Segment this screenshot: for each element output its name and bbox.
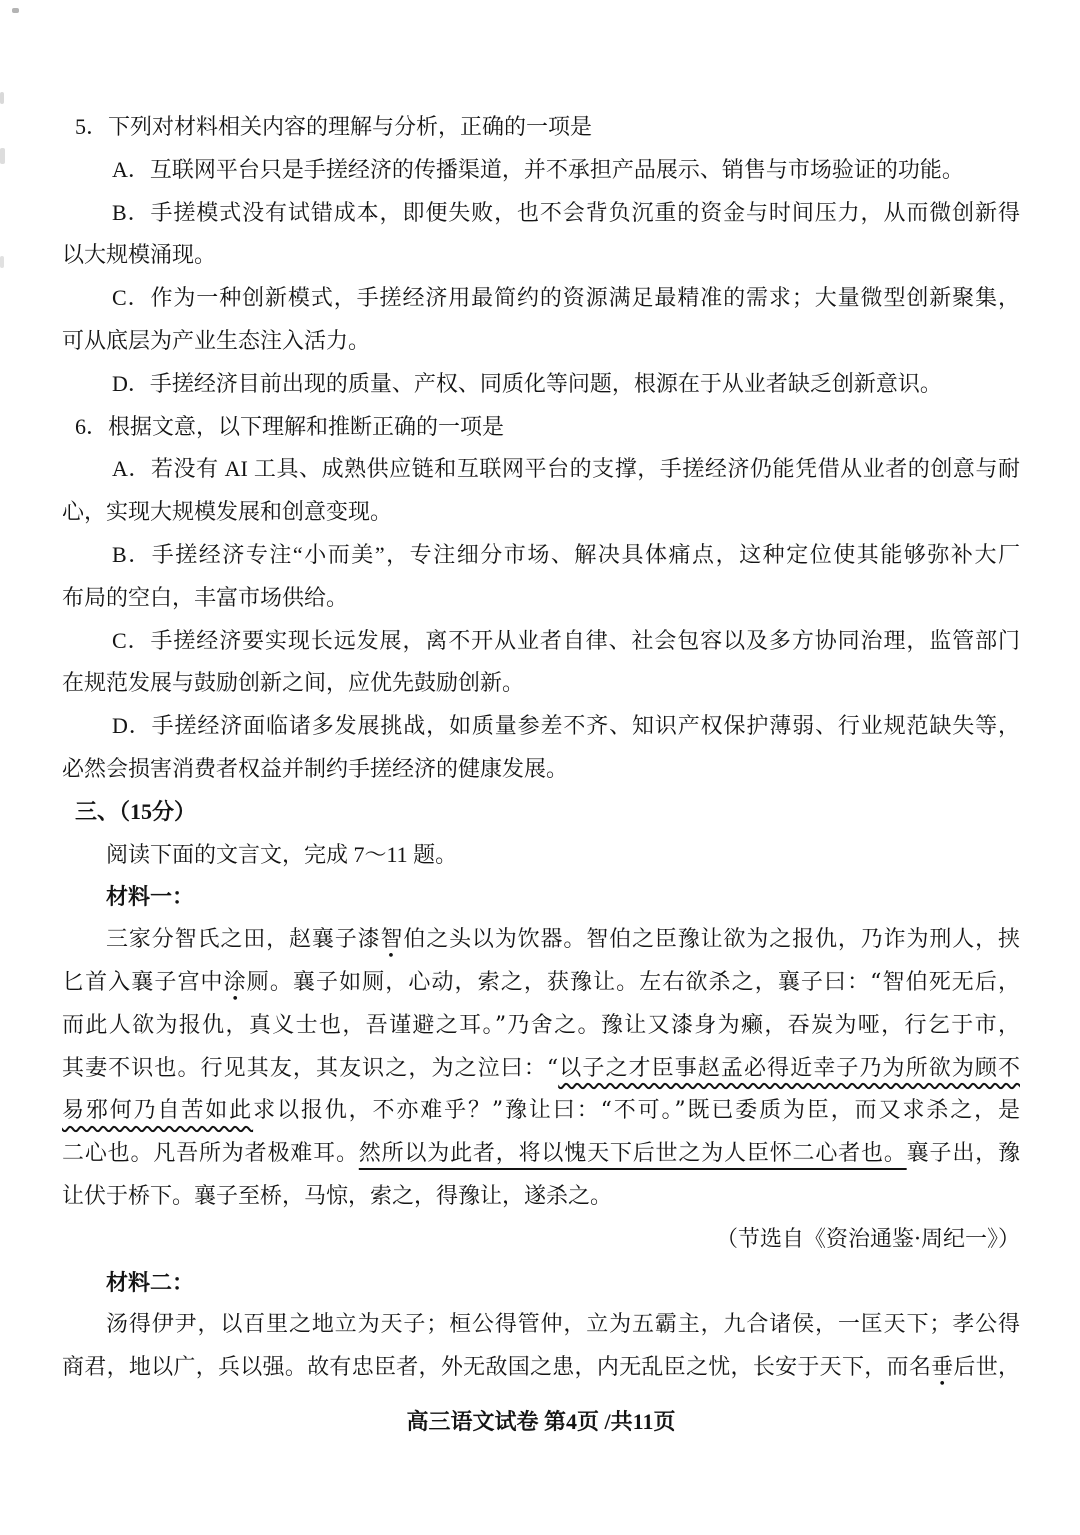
material-1-line-6-text: 二心也。凡吾所为者极难耳。 — [62, 1141, 359, 1167]
material-1-line-2-dot-segment: 涂 — [223, 969, 247, 995]
document-body — [62, 106, 1020, 1390]
page-footer-text: 高三语文试卷 第4页 /共11页 — [406, 1409, 676, 1434]
q6-stem — [62, 406, 1020, 449]
material-1-line-4 — [62, 1048, 1020, 1091]
material-1-line-5-text: 求以报仇，不亦难乎？”豫让曰：“不可。”既已委质为臣，而又求杀之，是 — [253, 1098, 1020, 1124]
material-1-line-4-wavy-segment: 以子之才臣事赵孟必得近幸子乃为所欲为顾不 — [558, 1055, 1020, 1081]
q6-option-c-line-1-text: C．手搓经济要实现长远发展，离不开从业者自律、社会包容以及多方协同治理，监管部门 — [112, 627, 1020, 653]
q5-option-c-line-2 — [62, 320, 1020, 363]
material-2-heading-text: 材料二： — [106, 1269, 195, 1295]
material-2-line-2-text: 商君，地以广，兵以强。故有忠臣者，外无敌国之患，内无乱臣之忧，长安于天下，而名 — [62, 1355, 932, 1381]
q5-option-b-line-2 — [62, 234, 1020, 277]
material-1-line-7-text: 让伏于桥下。襄子至桥，马惊，索之，得豫让，遂杀之。 — [62, 1183, 613, 1209]
material-1-line-2-text: 匕首入襄子宫中 — [62, 969, 224, 995]
material-1-line-2 — [62, 962, 1020, 1005]
q5-option-b-line-1 — [62, 192, 1020, 235]
q5-option-b-line-2-text: 以大规模涌现。 — [62, 242, 217, 268]
scan-artifact — [0, 148, 5, 164]
material-1-line-6-text: 襄子出，豫 — [906, 1141, 1020, 1167]
q5-stem-text: 5．下列对材料相关内容的理解与分析，正确的一项是 — [75, 114, 593, 139]
q6-option-a-line-1-text: A．若没有 AI 工具、成熟供应链和互联网平台的支撑，手搓经济仍能凭借从业者的创意与耐 — [112, 456, 1020, 482]
q6-option-d-line-2 — [62, 748, 1020, 791]
reading-instruction — [62, 834, 1020, 877]
material-2-line-2-dot-segment: 垂 — [931, 1355, 954, 1381]
q6-option-b-line-1-text: B．手搓经济专注“小而美”，专注细分市场、解决具体痛点，这种定位使其能够弥补大厂 — [112, 541, 1020, 567]
q5-option-b-line-1-text: B．手搓模式没有试错成本，即便失败，也不会背负沉重的资金与时间压力，从而微创新得 — [112, 199, 1020, 225]
q5-option-c-line-1-text: C．作为一种创新模式，手搓经济用最简约的资源满足最精准的需求；大量微型创新聚集， — [112, 285, 1020, 311]
material-1-line-7 — [62, 1176, 1020, 1219]
q6-option-b-line-2-text: 布局的空白，丰富市场供给。 — [62, 584, 349, 610]
material-1-source-text: （节选自《资治通鉴·周纪一》） — [716, 1226, 1020, 1252]
q6-option-d-line-1-text: D．手搓经济面临诸多发展挑战，如质量参差不齐、知识产权保护薄弱、行业规范缺失等， — [112, 713, 1020, 739]
q6-stem-text: 6．根据文意，以下理解和推断正确的一项是 — [75, 413, 505, 439]
q6-option-d-line-2-text: 必然会损害消费者权益并制约手搓经济的健康发展。 — [62, 755, 569, 781]
section-3-heading — [62, 791, 1020, 834]
q5-option-a-text: A．互联网平台只是手搓经济的传播渠道，并不承担产品展示、销售与市场验证的功能。 — [112, 156, 964, 182]
q6-option-d-line-1 — [62, 705, 1020, 748]
scan-artifact — [0, 92, 4, 104]
material-2-line-1 — [62, 1304, 1020, 1347]
material-1-line-1-text: 智伯之头以为饮器。智伯之臣豫让欲为之报仇，乃诈为刑人，挟 — [380, 927, 1020, 953]
q5-option-c-line-1 — [62, 277, 1020, 320]
q6-option-c-line-2 — [62, 662, 1020, 705]
material-1-line-5-wavy-segment: 易邪何乃自苦如此 — [62, 1098, 254, 1124]
scan-artifact — [0, 256, 4, 268]
q6-option-c-line-1 — [62, 620, 1020, 663]
material-1-line-1-text: 三家分智氏之田，赵襄子 — [106, 927, 358, 953]
material-1-heading-text: 材料一： — [106, 884, 195, 910]
material-2-line-2-text: 后世， — [953, 1355, 1020, 1381]
material-1-line-3 — [62, 1005, 1020, 1048]
q5-option-c-line-2-text: 可从底层为产业生态注入活力。 — [62, 327, 371, 353]
q5-stem — [62, 106, 1020, 149]
q6-option-a-line-2 — [62, 491, 1020, 534]
q5-option-d — [62, 363, 1020, 406]
material-2-line-2 — [62, 1347, 1020, 1390]
reading-instruction-text: 阅读下面的文言文，完成 7～11 题。 — [106, 841, 458, 867]
material-1-source — [62, 1219, 1020, 1262]
q5-option-d-text: D．手搓经济目前出现的质量、产权、同质化等问题，根源在于从业者缺乏创新意识。 — [112, 370, 942, 396]
q6-option-b-line-2 — [62, 577, 1020, 620]
q6-option-a-line-1 — [62, 448, 1020, 491]
q5-option-a — [62, 149, 1020, 192]
material-1-line-4-text: 其妻不识也。行见其友，其友识之，为之泣曰：“ — [62, 1055, 559, 1081]
material-1-line-1-dot-segment: 漆 — [357, 927, 381, 953]
material-2-line-1-text: 汤得伊尹，以百里之地立为天子；桓公得管仲，立为五霸主，九合诸侯，一匡天下；孝公得 — [106, 1312, 1020, 1338]
q6-option-b-line-1 — [62, 534, 1020, 577]
material-1-line-5 — [62, 1090, 1020, 1133]
material-1-heading — [62, 876, 1020, 919]
material-2-heading — [62, 1262, 1020, 1305]
material-1-line-6 — [62, 1133, 1020, 1176]
section-3-heading-text: 三、（15分） — [75, 798, 197, 824]
material-1-line-3-text: 而此人欲为报仇，真义士也，吾谨避之耳。”乃舍之。豫让又漆身为癞，吞炭为哑，行乞于市， — [62, 1012, 1020, 1038]
page-footer — [62, 1398, 1020, 1443]
material-1-line-2-text: 厕。襄子如厕，心动，索之，获豫让。左右欲杀之，襄子曰：“智伯死无后， — [246, 969, 1020, 995]
q6-option-c-line-2-text: 在规范发展与鼓励创新之间，应优先鼓励创新。 — [62, 670, 525, 696]
scan-artifact — [12, 8, 19, 13]
material-1-line-1 — [62, 919, 1020, 962]
q6-option-a-line-2-text: 心，实现大规模发展和创意变现。 — [62, 499, 393, 525]
material-1-line-6-line-segment: 然所以为此者，将以愧天下后世之为人臣怀二心者也。 — [358, 1141, 907, 1167]
